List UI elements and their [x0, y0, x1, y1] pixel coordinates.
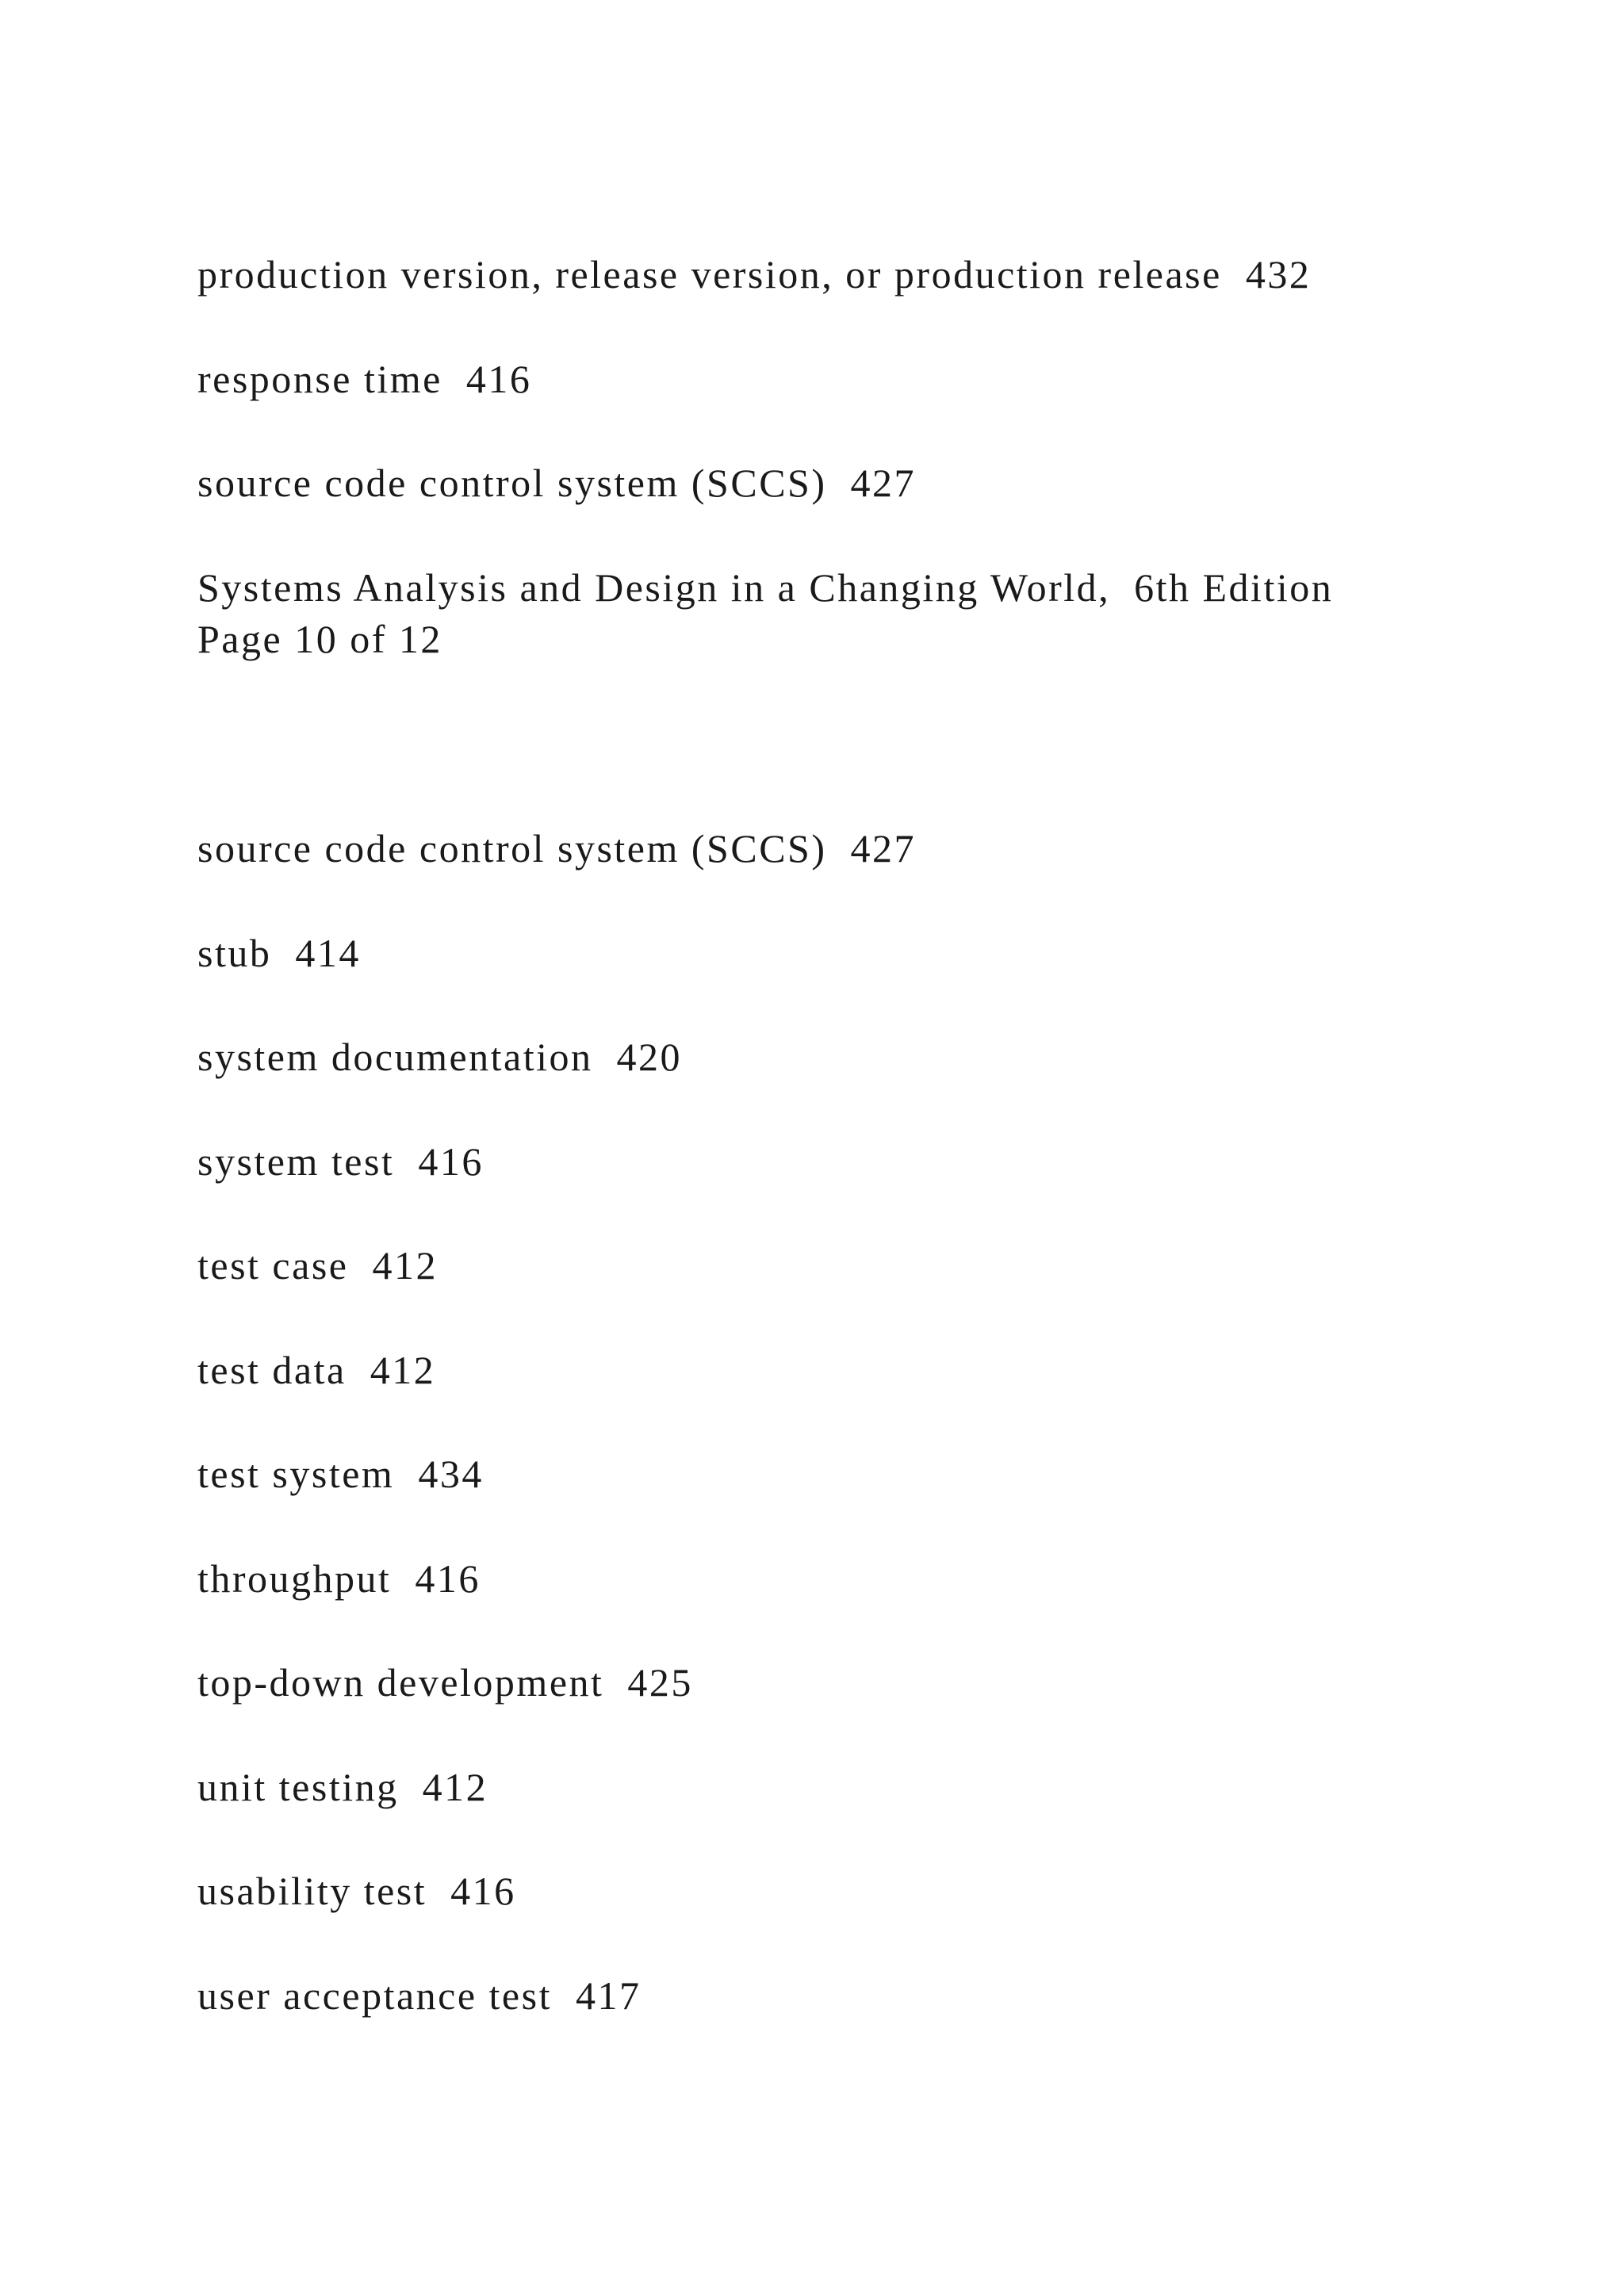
glossary-entry: response time 416: [197, 357, 532, 401]
glossary-entry: source code control system (SCCS) 427: [197, 461, 917, 505]
glossary-entry: top-down development 425: [197, 1660, 693, 1705]
glossary-entry: production version, release version, or production release 432: [197, 252, 1312, 297]
footer-page-number: Page 10 of 12: [197, 617, 442, 661]
glossary-entry: source code control system (SCCS) 427: [197, 826, 917, 871]
glossary-entry: test data 412: [197, 1348, 436, 1392]
glossary-entry: user acceptance test 417: [197, 1973, 642, 2018]
footer-book-title: Systems Analysis and Design in a Changing World, 6th Edition: [197, 565, 1334, 610]
glossary-entry: stub 414: [197, 931, 361, 975]
glossary-entry: usability test 416: [197, 1869, 516, 1913]
glossary-entry: throughput 416: [197, 1556, 481, 1601]
glossary-entry: system documentation 420: [197, 1035, 683, 1079]
glossary-entry: system test 416: [197, 1139, 484, 1184]
glossary-entry: test case 412: [197, 1243, 438, 1288]
glossary-entry: unit testing 412: [197, 1765, 488, 1809]
glossary-entry: test system 434: [197, 1452, 484, 1496]
